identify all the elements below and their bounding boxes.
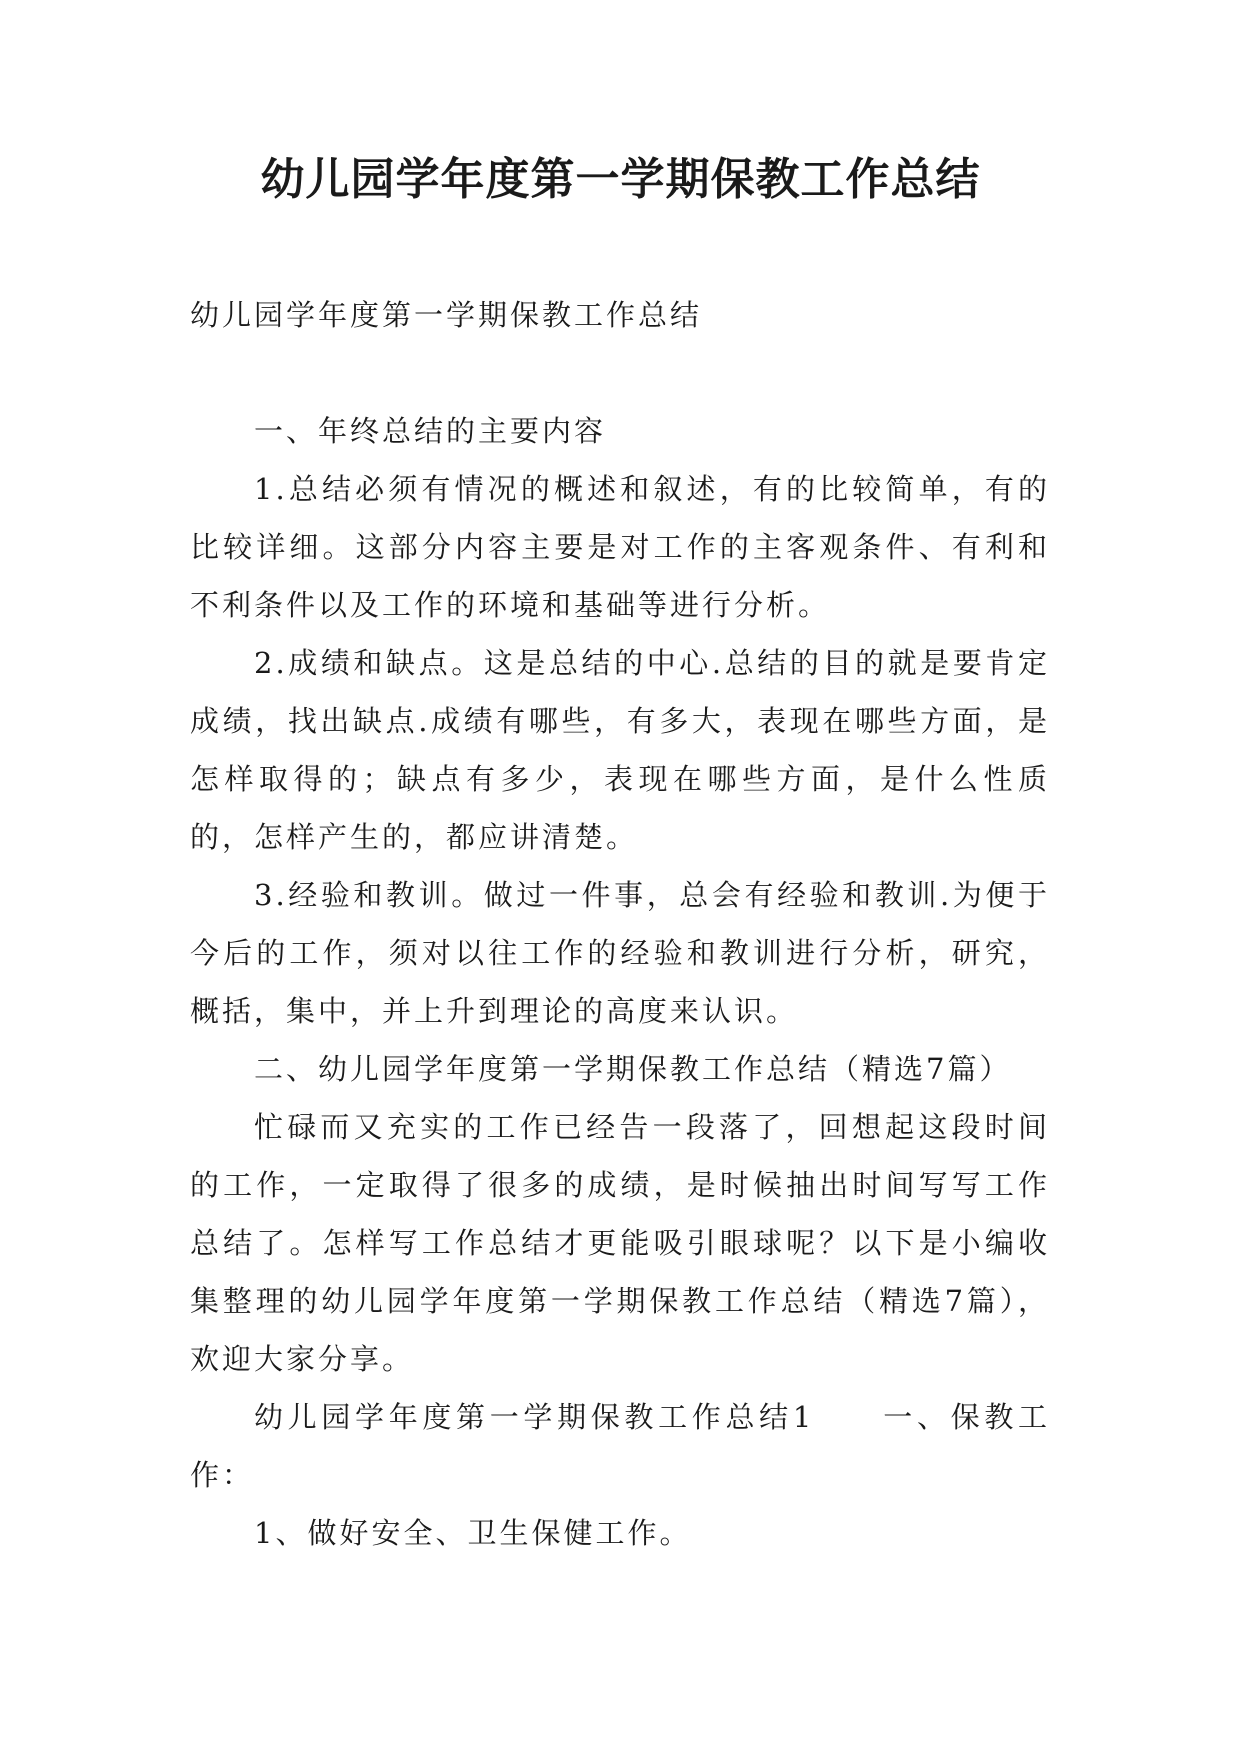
section-heading-1: 一、年终总结的主要内容	[254, 414, 607, 448]
paragraph-3: 3.经验和教训。做过一件事，总会有经验和教训.为便于今后的工作，须对以往工作的经验和教训进行分析，研究，概括，集中，并上升到理论的高度来认识。	[190, 878, 1050, 1028]
document-title: 幼儿园学年度第一学期保教工作总结	[260, 154, 981, 205]
paragraph-1: 1.总结必须有情况的概述和叙述，有的比较简单，有的比较详细。这部分内容主要是对工作的主客观条件、有利和不利条件以及工作的环境和基础等进行分析。	[190, 472, 1050, 622]
paragraph-6: 1、做好安全、卫生保健工作。	[254, 1516, 692, 1550]
paragraph-4: 忙碌而又充实的工作已经告一段落了，回想起这段时间的工作，一定取得了很多的成绩，是时候抽出时间写写工作总结了。怎样写工作总结才更能吸引眼球呢？以下是小编收集整理的幼儿园学年度第一学期保教工作总结（精选7篇），欢迎大家分享。	[190, 1110, 1050, 1376]
document-subtitle: 幼儿园学年度第一学期保教工作总结	[190, 298, 703, 332]
paragraph-5: 幼儿园学年度第一学期保教工作总结1 一、保教工作：	[190, 1400, 1050, 1492]
section-heading-2: 二、幼儿园学年度第一学期保教工作总结（精选7篇）	[254, 1052, 1012, 1086]
paragraph-2: 2.成绩和缺点。这是总结的中心.总结的目的就是要肯定成绩，找出缺点.成绩有哪些，有多大，表现在哪些方面，是怎样取得的；缺点有多少，表现在哪些方面，是什么性质的，怎样产生的，都应讲清楚。	[190, 646, 1050, 854]
document-body	[190, 286, 1050, 1562]
